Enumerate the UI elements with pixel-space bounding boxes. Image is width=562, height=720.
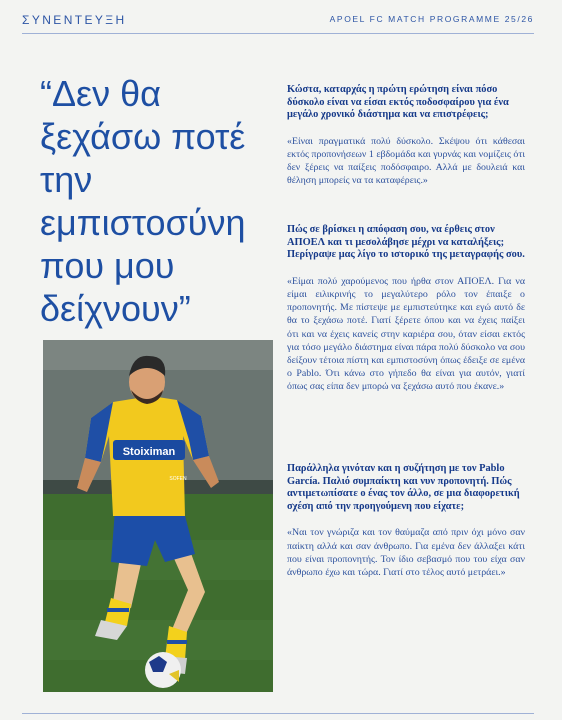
- answer-2: «Είμαι πολύ χαρούμενος που ήρθα στον ΑΠΟΕΛ. Για να είμαι ειλικρινής το μεγαλύτερο ρόλο τον έπαιξε ο προπονητής. Με πίστεψε με εμπιστεύτηκε και εγώ αυτό δε θα το ξεχάσω ποτέ. Γιατί ξέρετε όπου και να έχεις παίξει ότι και να έχεις κανείς στην καριέρα σου, όταν είσαι εκτός για τόσο μεγάλο διάστημα είναι πάρα πολύ δύσκολο να σου δείξουν τέτοια πίστη και εμπιστοσύνη όπως έδειξε σε εμένα ο Pablo. Ότι κάνω στο γήπεδο θα είναι για αυτόν, γιατί όπως σας είπα δεν μπορώ να ξεχάσω αυτό που έκανε.»: [287, 275, 525, 393]
- interview-block-1: [287, 84, 525, 188]
- programme-title: APOEL FC MATCH PROGRAMME 25/26: [329, 14, 534, 24]
- footer-divider: [22, 713, 534, 714]
- interview-block-3: [287, 463, 525, 579]
- pull-quote: “Δεν θα ξεχάσω ποτέ την εμπιστοσύνη που μου δείχνουν”: [40, 73, 246, 329]
- question-3: Παράλληλα γινόταν και η συζήτηση με τον Pablo García. Παλιό συμπαίκτη και νυν προπονητή. Πώς αντιμετωπίσατε ο ένας τον άλλο, σε μια διαφορετική σχέση από την προηγούμενη που είχατε;: [287, 463, 520, 512]
- player-illustration: [43, 340, 273, 692]
- answer-3: «Ναι τον γνώριζα και τον θαύμαζα από πριν όχι μόνο σαν παίκτη αλλά και σαν άνθρωπο. Για εμένα δεν άλλαξει κάτι που είναι προπονητής. Τον ίδιο σεβασμό που του είχα σαν άνθρωπο έχω και τώρα. Γιατί στο τέλος αυτό μετράει.»: [287, 527, 525, 578]
- page-header: [0, 0, 562, 34]
- section-title: ΣΥΝΕΝΤΕΥΞΗ: [22, 13, 127, 27]
- interview-block-2: [287, 224, 525, 394]
- question-2: Πώς σε βρίσκει η απόφαση σου, να έρθεις στον ΑΠΟΕΛ και τι μεσολάβησε μέχρι να καταλήξεις; Περίγραψε μας λίγο το ιστορικό της μεταγραφής σου.: [287, 224, 525, 261]
- answer-1: «Είναι πραγματικά πολύ δύσκολο. Σκέψου ότι κάθεσαι εκτός προπονήσεων 1 εβδομάδα και γυρνάς και νομίζεις ότι δεν ξέρεις να παίξεις ποδόσφαιρο. Αλλά με δουλειά και θέληση μπορείς να τα καταφέρεις.»: [287, 135, 525, 187]
- question-1: Κώστα, καταρχάς η πρώτη ερώτηση είναι πόσο δύσκολο είναι να είσαι εκτός ποδοσφαίρου για ένα μεγάλο χρονικό διάστημα και να επιστρέφεις;: [287, 84, 509, 121]
- shirt-sponsor: Stoiximan: [122, 446, 176, 458]
- header-divider: [22, 33, 534, 34]
- player-photo: [43, 340, 273, 692]
- sleeve-sponsor: SOFEN: [169, 476, 187, 482]
